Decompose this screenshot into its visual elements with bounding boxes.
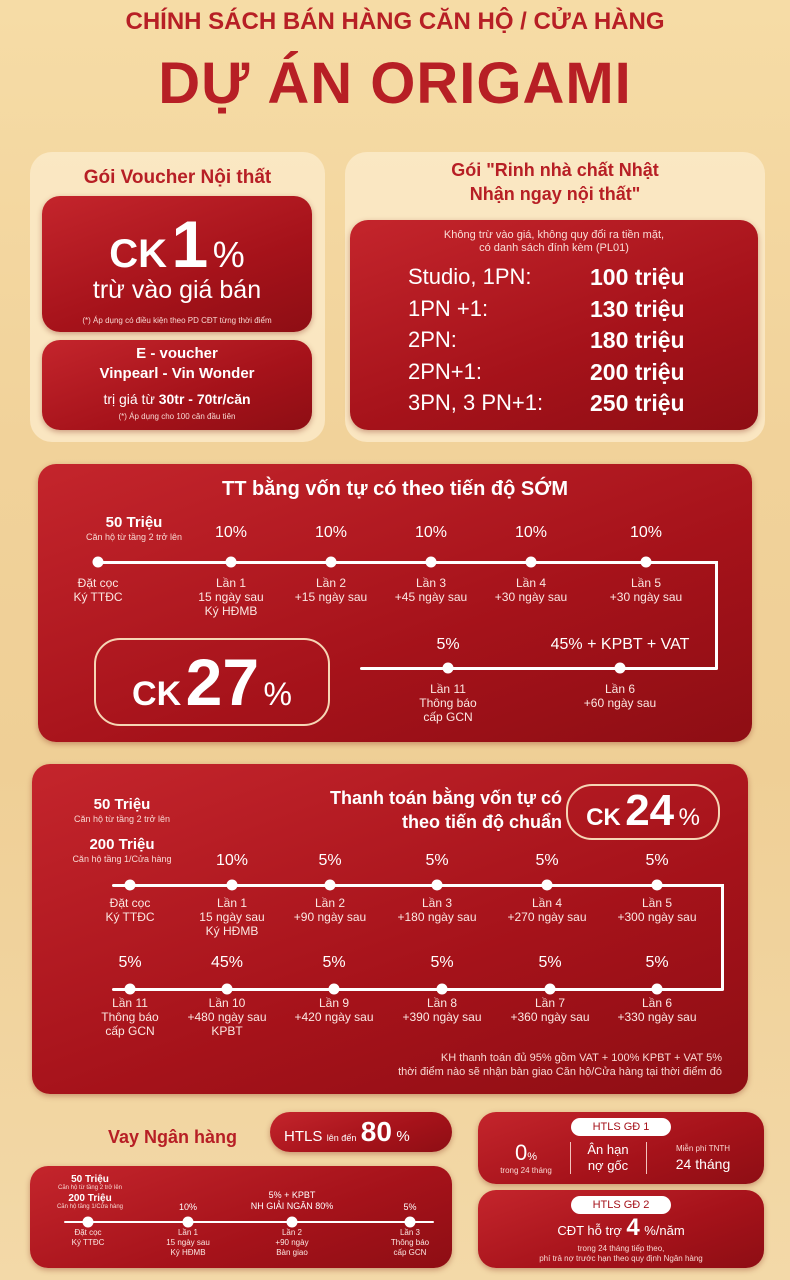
rinh-price-0: 100 triệu — [590, 264, 685, 290]
evoucher-line2: Vinpearl - Vin Wonder — [99, 365, 255, 382]
gd1-grace-1: Ân hạn — [587, 1142, 629, 1157]
std-deposit-2: 200 Triệu — [89, 836, 155, 853]
early-top-dot-2 — [326, 557, 337, 568]
gd2-support: CĐT hỗ trợ 4 %/năm — [557, 1214, 685, 1241]
std-top-dot-4 — [542, 880, 553, 891]
early-bottom-pct-0: 5% — [436, 636, 460, 653]
loan-card — [30, 1166, 452, 1268]
htls-80-badge: HTLS lên đến 80 % — [270, 1112, 452, 1152]
early-bottom-dot-1 — [615, 663, 626, 674]
gd1-fee: 24 tháng — [675, 1156, 731, 1172]
std-bottom-label-4: Lần 7 +360 ngày sau — [510, 996, 590, 1024]
ck1-note: (*) Áp dụng có điều kiện theo PD CĐT từng thời điểm — [82, 316, 272, 325]
early-deposit: 50 Triệu — [105, 514, 163, 531]
std-bottom-label-2: Lần 9 +420 ngày sau — [294, 996, 374, 1024]
std-bottom-dot-4 — [545, 984, 556, 995]
std-deposit-2-note: Căn hộ tầng 1/Cửa hàng — [72, 854, 172, 864]
loan-dot-3 — [405, 1217, 416, 1228]
std-top-pct-4: 5% — [535, 852, 559, 869]
std-bottom-dot-2 — [329, 984, 340, 995]
std-bottom-pct-3: 5% — [430, 954, 454, 971]
loan-line — [64, 1221, 434, 1223]
early-top-label-0: Đặt cọc Ký TTĐC — [73, 576, 123, 604]
early-title: TT bằng vốn tự có theo tiến độ SỚM — [222, 478, 568, 500]
std-bottom-pct-4: 5% — [538, 954, 562, 971]
std-top-pct-5: 5% — [645, 852, 669, 869]
early-top-dot-3 — [426, 557, 437, 568]
rinh-title-1: Gói "Rinh nhà chất Nhật — [451, 160, 659, 180]
gd2-title: HTLS GĐ 2 — [571, 1196, 671, 1214]
rinh-type-4: 3PN, 3 PN+1: — [408, 390, 544, 415]
voucher-title: Gói Voucher Nội thất — [83, 167, 272, 188]
early-top-label-1: Lần 1 15 ngày sau Ký HĐMB — [198, 576, 264, 618]
loan-dot-1 — [183, 1217, 194, 1228]
std-top-label-5: Lần 5 +300 ngày sau — [617, 896, 697, 924]
std-bottom-label-0: Lần 11 Thông báo cấp GCN — [101, 996, 159, 1038]
early-top-dot-4 — [526, 557, 537, 568]
early-top-dot-1 — [226, 557, 237, 568]
early-top-pct-4: 10% — [514, 524, 548, 541]
loan-dot-0 — [83, 1217, 94, 1228]
loan-label-1: Lần 1 15 ngày sau Ký HĐMB — [166, 1228, 210, 1257]
evoucher-card — [42, 340, 312, 430]
std-deposit-1: 50 Triệu — [93, 796, 151, 813]
loan-dot-2 — [287, 1217, 298, 1228]
gd1-grace-2: nợ gốc — [587, 1158, 629, 1173]
early-bottom-label-0: Lần 11 Thông báo cấp GCN — [419, 682, 477, 724]
std-bottom-pct-0: 5% — [118, 954, 142, 971]
early-bottom-dot-0 — [443, 663, 454, 674]
loan-deposit-1-note: Căn hộ từ tầng 2 trở lên — [58, 1185, 122, 1191]
rinh-card — [350, 220, 758, 430]
std-foot-2: thời điểm nào sẽ nhận bàn giao Căn hộ/Cửa hàng tại thời điểm đó — [398, 1066, 722, 1078]
rinh-price-3: 200 triệu — [590, 358, 685, 385]
loan-deposit-2-note: Căn hộ tầng 1/Cửa hàng — [56, 1204, 124, 1210]
rinh-type-3: 2PN+1: — [408, 358, 482, 384]
early-line-top — [98, 561, 718, 564]
gd1-title: HTLS GĐ 1 — [571, 1118, 671, 1136]
evoucher-note: (*) Áp dụng cho 100 căn đầu tiên — [118, 412, 236, 421]
page-title: DỰ ÁN ORIGAMI — [158, 51, 632, 116]
early-top-label-4: Lần 4 +30 ngày sau — [494, 576, 568, 604]
early-top-dot-5 — [641, 557, 652, 568]
rinh-note-1: Không trừ vào giá, không quy đổi ra tiền mặt, — [443, 229, 665, 241]
std-top-dot-3 — [432, 880, 443, 891]
early-top-label-5: Lần 5 +30 ngày sau — [609, 576, 683, 604]
early-bottom-pct-1: 45% + KPBT + VAT — [550, 636, 690, 653]
std-top-dot-0 — [125, 880, 136, 891]
evoucher-value: trị giá từ 30tr - 70tr/căn — [103, 391, 251, 407]
std-top-label-0: Đặt cọc Ký TTĐC — [105, 896, 155, 924]
early-line-bottom — [360, 667, 718, 670]
std-bottom-label-3: Lần 8 +390 ngày sau — [402, 996, 482, 1024]
ck27-badge: CK 27 % — [94, 638, 330, 726]
std-top-label-4: Lần 4 +270 ngày sau — [507, 896, 587, 924]
early-bottom-label-1: Lần 6 +60 ngày sau — [583, 682, 657, 710]
gd1-fee-note: Miễn phí TNTH — [675, 1144, 731, 1153]
early-top-pct-3: 10% — [414, 524, 448, 541]
rinh-price-2: 180 triệu — [590, 327, 685, 353]
early-top-label-2: Lần 2 +15 ngày sau — [294, 576, 368, 604]
std-title-2: theo tiến độ chuẩn — [402, 812, 562, 832]
gd1-rate: 0% — [514, 1140, 538, 1165]
loan-label-0: Đặt cọc Ký TTĐC — [71, 1228, 105, 1247]
std-top-label-3: Lần 3 +180 ngày sau — [397, 896, 477, 924]
std-bottom-label-5: Lần 6 +330 ngày sau — [617, 996, 697, 1024]
early-top-label-3: Lần 3 +45 ngày sau — [394, 576, 468, 604]
loan-deposit-2: 200 Triệu — [68, 1193, 112, 1204]
early-top-pct-5: 10% — [629, 524, 663, 541]
rinh-type-1: 1PN +1: — [408, 295, 489, 321]
std-line-right — [721, 884, 724, 990]
std-top-dot-1 — [227, 880, 238, 891]
loan-title: Vay Ngân hàng — [108, 1127, 238, 1147]
std-top-dot-5 — [652, 880, 663, 891]
gd2-note-1: trong 24 tháng tiếp theo, — [577, 1244, 665, 1253]
gd1-divider-2 — [646, 1142, 647, 1174]
std-bottom-dot-3 — [437, 984, 448, 995]
rinh-price-4: 250 triệu — [590, 390, 685, 416]
standard-card — [32, 764, 748, 1094]
loan-pct-3: 5% — [403, 1202, 417, 1212]
std-bottom-pct-5: 5% — [645, 954, 669, 971]
std-deposit-1-note: Căn hộ từ tầng 2 trở lên — [74, 814, 170, 824]
std-bottom-label-1: Lần 10 +480 ngày sau KPBT — [187, 996, 267, 1038]
loan-label-3: Lần 3 Thông báo cấp GCN — [390, 1228, 430, 1257]
rinh-type-0: Studio, 1PN: — [408, 264, 532, 289]
std-title-1: Thanh toán bằng vốn tự có — [329, 788, 562, 808]
std-bottom-dot-1 — [222, 984, 233, 995]
loan-pct-2: 5% + KPBT NH GIẢI NGÂN 80% — [250, 1190, 334, 1211]
evoucher-line1: E - voucher — [136, 345, 218, 362]
gd1-divider-1 — [570, 1142, 571, 1174]
early-line-right — [715, 561, 718, 669]
loan-pct-1: 10% — [178, 1202, 198, 1212]
gd2-card — [478, 1190, 764, 1268]
std-foot-1: KH thanh toán đủ 95% gồm VAT + 100% KPBT + VAT 5% — [440, 1052, 722, 1064]
ck1-desc: trừ vào giá bán — [92, 276, 262, 304]
early-top-pct-2: 10% — [314, 524, 348, 541]
loan-deposit-1: 50 Triệu — [71, 1174, 109, 1185]
early-top-dot-0 — [93, 557, 104, 568]
rinh-price-1: 130 triệu — [590, 295, 685, 322]
gd2-note-2: phí trả nợ trước hạn theo quy định Ngân hàng — [539, 1254, 703, 1263]
ck24-badge: CK 24 % — [566, 784, 720, 840]
gd1-rate-note: trong 24 tháng — [500, 1166, 552, 1175]
early-deposit-note: Căn hộ từ tầng 2 trở lên — [86, 532, 182, 542]
std-top-pct-2: 5% — [318, 852, 342, 869]
gd1-card — [478, 1112, 764, 1184]
rinh-type-2: 2PN: — [408, 327, 457, 352]
std-bottom-pct-2: 5% — [322, 954, 346, 971]
page-subtitle: CHÍNH SÁCH BÁN HÀNG CĂN HỘ / CỬA HÀNG — [125, 8, 665, 35]
std-line-bottom — [112, 988, 724, 991]
ck1-card — [42, 196, 312, 332]
ck1-value: CK 1 % — [109, 207, 245, 281]
early-card — [38, 464, 752, 742]
std-top-pct-3: 5% — [425, 852, 449, 869]
std-bottom-pct-1: 45% — [210, 954, 244, 971]
std-top-label-1: Lần 1 15 ngày sau Ký HĐMB — [199, 896, 265, 938]
rinh-title-2: Nhận ngay nội thất" — [469, 184, 641, 204]
std-top-dot-2 — [325, 880, 336, 891]
loan-label-2: Lần 2 +90 ngày Bàn giao — [275, 1228, 309, 1257]
std-top-label-2: Lần 2 +90 ngày sau — [293, 896, 367, 924]
std-bottom-dot-0 — [125, 984, 136, 995]
early-top-pct-1: 10% — [214, 524, 248, 541]
rinh-note-2: có danh sách đính kèm (PL01) — [479, 242, 629, 254]
std-line-top — [112, 884, 724, 887]
std-bottom-dot-5 — [652, 984, 663, 995]
std-top-pct-1: 10% — [215, 852, 249, 869]
